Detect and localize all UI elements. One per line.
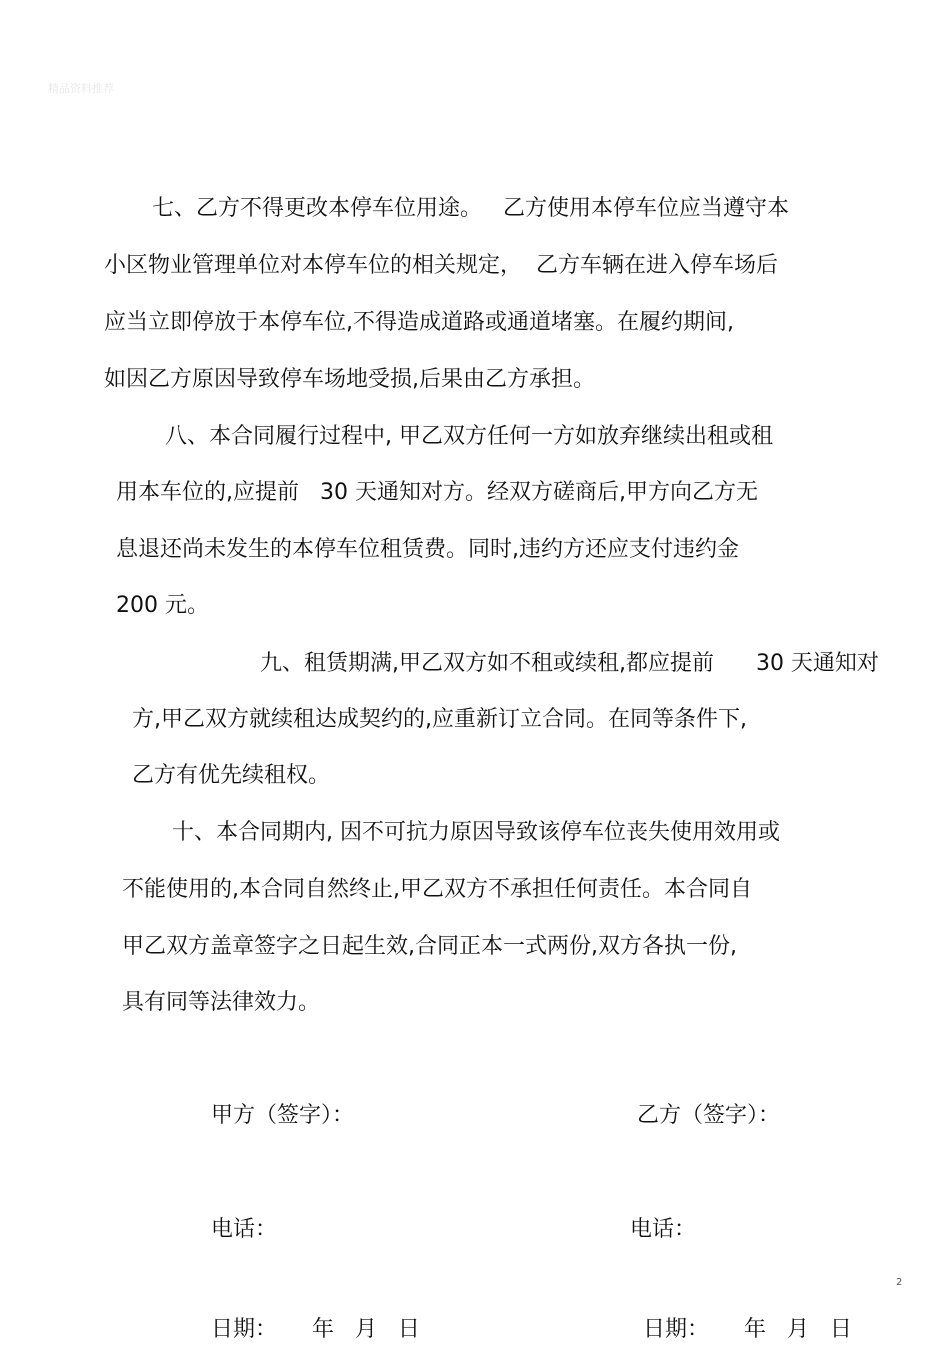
clause-8-line-1: 八、本合同履行过程中, 甲乙双方任何一方如放弃继续出租或租	[165, 424, 773, 449]
clause-9-line-3: 乙方有优先续租权。	[132, 763, 331, 788]
watermark: 精品资料推荐	[48, 82, 114, 95]
clause-10-line-4: 具有同等法律效力。	[122, 990, 321, 1015]
clause-7-line-2: 小区物业管理单位对本停车位的相关规定， 乙方车辆在进入停车场后	[104, 253, 778, 278]
party-b-signature-label: 乙方（签字）：	[637, 1103, 781, 1128]
clause-8-line-2: 用本车位的,应提前 30 天通知对方。经双方磋商后,甲方向乙方无	[116, 480, 758, 505]
clause-7-line-1: 七、乙方不得更改本停车位用途。 乙方使用本停车位应当遵守本	[152, 196, 789, 221]
party-a-phone-label: 电话：	[211, 1217, 278, 1242]
clause-10-line-2: 不能使用的,本合同自然终止,甲乙双方不承担任何责任。本合同自	[122, 877, 752, 902]
clause-9-line-2: 方,甲乙双方就续租达成契约的,应重新订立合同。在同等条件下,	[132, 707, 747, 732]
party-a-signature-label: 甲方（签字）：	[211, 1103, 355, 1128]
clause-7-line-4: 如因乙方原因导致停车场地受损,后果由乙方承担。	[104, 367, 595, 392]
page-number: 2	[896, 1277, 903, 1288]
clause-9-line-1: 九、租赁期满,甲乙双方如不租或续租,都应提前 30 天通知对	[260, 651, 879, 676]
clause-7-line-3: 应当立即停放于本停车位,不得造成道路或通道堵塞。在履约期间,	[104, 310, 734, 335]
party-b-date-label: 日期： 年 月 日	[643, 1317, 852, 1342]
clause-10-line-3: 甲乙双方盖章签字之日起生效,合同正本一式两份,双方各执一份,	[122, 934, 737, 959]
party-b-phone-label: 电话：	[630, 1217, 697, 1242]
clause-8-line-4: 200 元。	[116, 593, 209, 618]
clause-10-line-1: 十、本合同期内, 因不可抗力原因导致该停车位丧失使用效用或	[172, 820, 780, 845]
party-a-date-label: 日期： 年 月 日	[211, 1317, 420, 1342]
clause-8-line-3: 息退还尚未发生的本停车位租赁费。同时,违约方还应支付违约金	[116, 537, 739, 562]
